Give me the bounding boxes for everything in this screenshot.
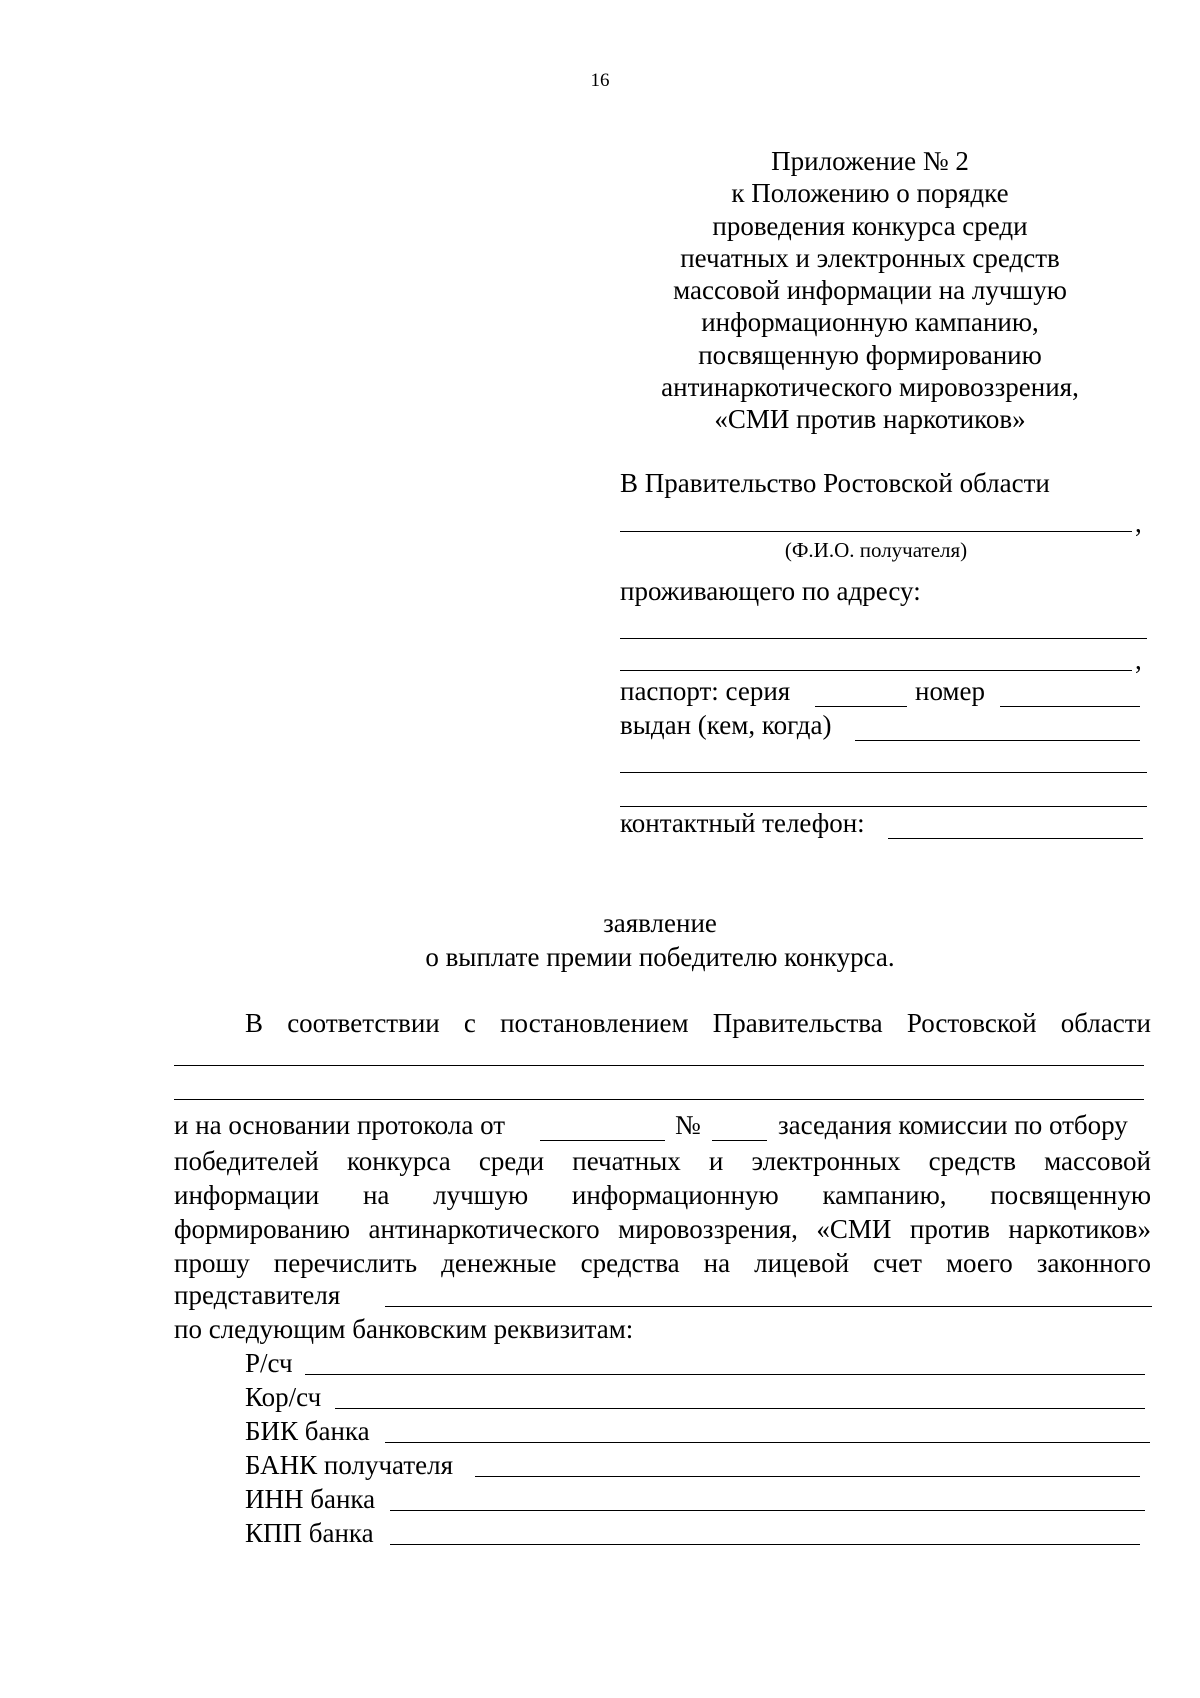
passport-series-blank[interactable] bbox=[815, 706, 907, 707]
requisite-blank[interactable] bbox=[475, 1476, 1140, 1477]
issued-blank-3[interactable] bbox=[620, 806, 1147, 807]
requisite-label: БАНК получателя bbox=[245, 1450, 454, 1480]
requisite-blank[interactable] bbox=[390, 1544, 1140, 1545]
appendix-line: информационную кампанию, bbox=[701, 307, 1039, 338]
body-line: прошу перечислить денежные средства на лицевой счет моего законного bbox=[174, 1248, 1151, 1278]
addressee-to: В Правительство Ростовской области bbox=[620, 468, 1050, 498]
protocol-number-blank[interactable] bbox=[712, 1140, 767, 1141]
requisite-label: ИНН банка bbox=[245, 1484, 376, 1514]
protocol-prefix: и на основании протокола от bbox=[174, 1110, 506, 1140]
body-line: победителей конкурса среди печатных и электронных средств массовой bbox=[174, 1146, 1151, 1176]
appendix-line: массовой информации на лучшую bbox=[673, 275, 1067, 306]
resolution-blank-1[interactable] bbox=[174, 1065, 1144, 1066]
resolution-blank-2[interactable] bbox=[174, 1099, 1144, 1100]
issued-blank-2[interactable] bbox=[620, 772, 1147, 773]
body-line: информации на лучшую информационную кампанию, посвященную bbox=[174, 1180, 1151, 1210]
number-sign: № bbox=[675, 1110, 701, 1140]
requisite-label: Кор/сч bbox=[245, 1382, 322, 1412]
requisite-label: БИК банка bbox=[245, 1416, 370, 1446]
address-blank-2[interactable] bbox=[620, 670, 1132, 671]
fio-comma: , bbox=[1135, 508, 1142, 538]
requisite-blank[interactable] bbox=[305, 1374, 1145, 1375]
representative-blank[interactable] bbox=[385, 1306, 1152, 1307]
appendix-header bbox=[640, 145, 1100, 436]
requisite-label: Р/сч bbox=[245, 1348, 293, 1378]
address-blank-1[interactable] bbox=[620, 638, 1147, 639]
bank-details-intro: по следующим банковским реквизитам: bbox=[174, 1314, 634, 1344]
passport-number-blank[interactable] bbox=[1000, 706, 1140, 707]
appendix-line: печатных и электронных средств bbox=[680, 242, 1060, 273]
issued-label: выдан (кем, когда) bbox=[620, 710, 832, 740]
body-line: формированию антинаркотического мировоззрения, «СМИ против наркотиков» bbox=[174, 1214, 1151, 1244]
address-comma: , bbox=[1135, 645, 1142, 675]
phone-label: контактный телефон: bbox=[620, 808, 865, 838]
appendix-line: посвященную формированию bbox=[698, 339, 1042, 370]
requisite-blank[interactable] bbox=[390, 1510, 1145, 1511]
passport-series-label: паспорт: серия bbox=[620, 676, 791, 706]
fio-caption: (Ф.И.О. получателя) bbox=[784, 538, 968, 562]
appendix-line: Приложение № 2 bbox=[771, 146, 969, 176]
fio-blank[interactable] bbox=[620, 531, 1132, 532]
appendix-line: к Положению о порядке bbox=[731, 178, 1009, 209]
issued-blank[interactable] bbox=[855, 740, 1140, 741]
requisite-label: КПП банка bbox=[245, 1518, 374, 1548]
page-number: 16 bbox=[590, 70, 610, 91]
body-first-line: В соответствии с постановлением Правительства Ростовской области bbox=[245, 1008, 1151, 1038]
appendix-line: проведения конкурса среди bbox=[712, 210, 1028, 241]
passport-number-label: номер bbox=[915, 676, 986, 706]
representative-label: представителя bbox=[174, 1280, 341, 1310]
protocol-suffix: заседания комиссии по отбору bbox=[778, 1110, 1128, 1140]
appendix-line: «СМИ против наркотиков» bbox=[714, 404, 1026, 435]
requisite-blank[interactable] bbox=[335, 1408, 1145, 1409]
document-title: заявление bbox=[603, 908, 717, 938]
requisite-blank[interactable] bbox=[385, 1442, 1150, 1443]
residing-label: проживающего по адресу: bbox=[620, 576, 921, 606]
protocol-date-blank[interactable] bbox=[540, 1140, 665, 1141]
document-subtitle: о выплате премии победителю конкурса. bbox=[425, 942, 895, 972]
appendix-line: антинаркотического мировоззрения, bbox=[661, 372, 1079, 403]
phone-blank[interactable] bbox=[888, 838, 1143, 839]
